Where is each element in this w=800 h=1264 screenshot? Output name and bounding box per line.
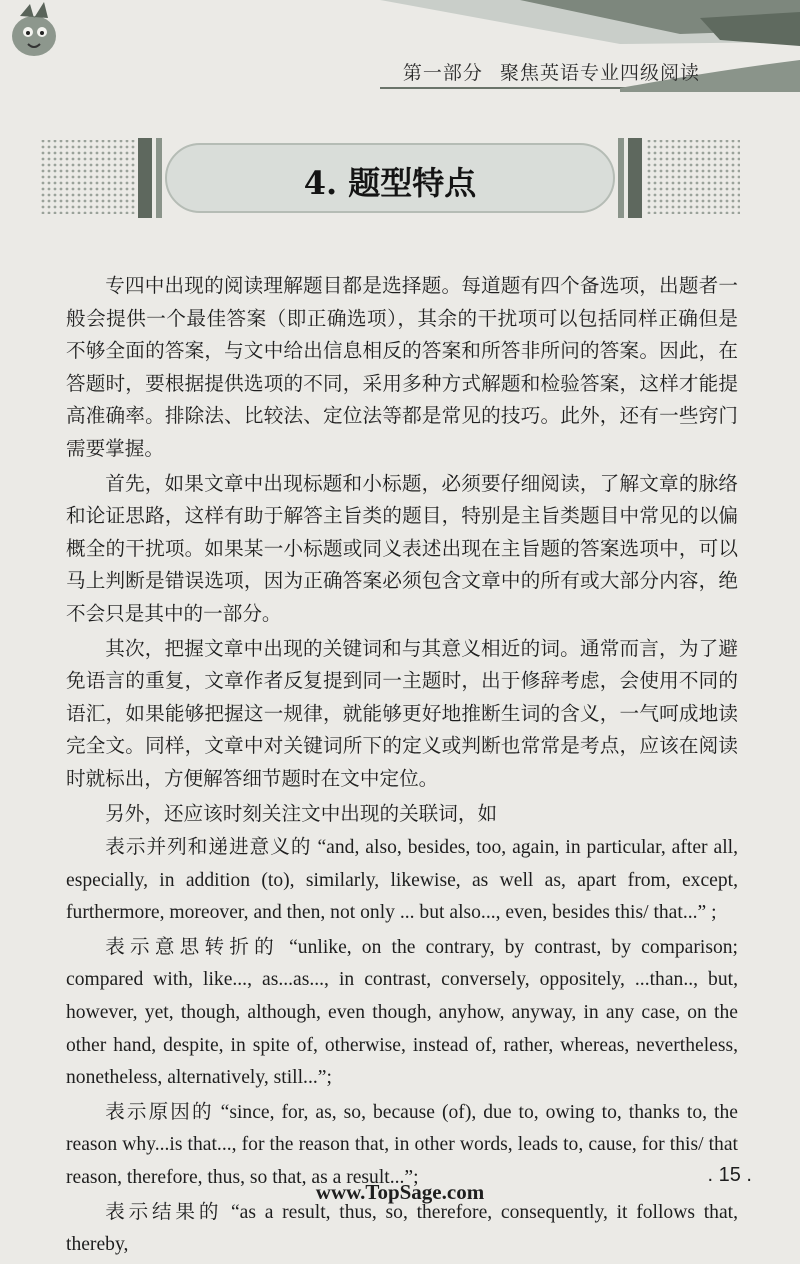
section-title: 4. 题型特点 bbox=[303, 164, 477, 202]
paragraph: 另外，还应该时刻关注文中出现的关联词，如 bbox=[105, 801, 498, 825]
header-band bbox=[0, 0, 800, 110]
header-decoration bbox=[0, 0, 800, 110]
paragraph: 表示意思转折的 “unlike, on the contrary, by contrast, by comparison; compared with, like..., as...as..., in contrast, conversely, oppositely, ...than.., but, however, yet, though, although, even though, anyhow, anyway, in any case, on the other hand, despite, in spite of, otherwise, instead of, rather, whereas, nevertheless, nonetheless, alternatively, still...”; bbox=[66, 936, 738, 1089]
header-section: 聚焦英语专业四级阅读 bbox=[499, 62, 700, 84]
page-number: . 15 . bbox=[707, 1164, 752, 1186]
paragraph: 首先，如果文章中出现标题和小标题，必须要仔细阅读，了解文章的脉络和论证思路，这样有助于解答主旨类的题目，特别是主旨类题目中常见的以偏概全的干扰项。如果某一小标题或同义表述出现在主旨题的答案选项中，可以马上判断是错误选项，因为正确答案必须包含文章中的所有或大部分内容，绝不会只是其中的一部分。 bbox=[66, 471, 738, 625]
body-text bbox=[66, 270, 738, 1264]
paragraph: 表示并列和递进意义的 “and, also, besides, too, again, in particular, after all, especially, in addition (to), similarly, likewise, as well as, apart from, except, furthermore, moreover, and then, not only ... but also..., even, besides this/ that...” ; bbox=[66, 837, 738, 924]
website-footer: www.TopSage.com bbox=[315, 1180, 485, 1204]
paragraph: 专四中出现的阅读理解题目都是选择题。每道题有四个备选项，出题者一般会提供一个最佳答案（即正确选项），其余的干扰项可以包括同样正确但是不够全面的答案，与文中给出信息相反的答案和所答非所问的答案。因此，在答题时，要根据提供选项的不同，采用多种方式解题和检验答案，这样才能提高准确率。排除法、比较法、定位法等都是常见的技巧。此外，还有一些窍门需要掌握。 bbox=[66, 274, 738, 460]
paragraph: 表示原因的 “since, for, as, so, because (of), due to, owing to, thanks to, the reason why...is that..., for the reason that, in other words, leads to, cause, for this/ that reason, therefore, thus, so that, as a result...”; bbox=[66, 1101, 738, 1189]
running-header bbox=[393, 58, 700, 85]
paragraph: 表示结果的 “as a result, thus, so, therefore, consequently, it follows that, thereby, bbox=[66, 1201, 738, 1256]
mascot-icon bbox=[0, 0, 68, 62]
section-title-bar bbox=[40, 138, 740, 218]
header-part: 第一部分 bbox=[402, 62, 483, 84]
paragraph: 其次，把握文章中出现的关键词和与其意义相近的词。通常而言，为了避免语言的重复，文章作者反复提到同一主题时，出于修辞考虑，会使用不同的语汇，如果能够把握这一规律，就能够更好地推断生词的含义，一气呵成地读完全文。同样，文章中对关键词所下的定义或判断也常常是考点，应该在阅读时就标出，方便解答细节题时在文中定位。 bbox=[66, 636, 738, 790]
